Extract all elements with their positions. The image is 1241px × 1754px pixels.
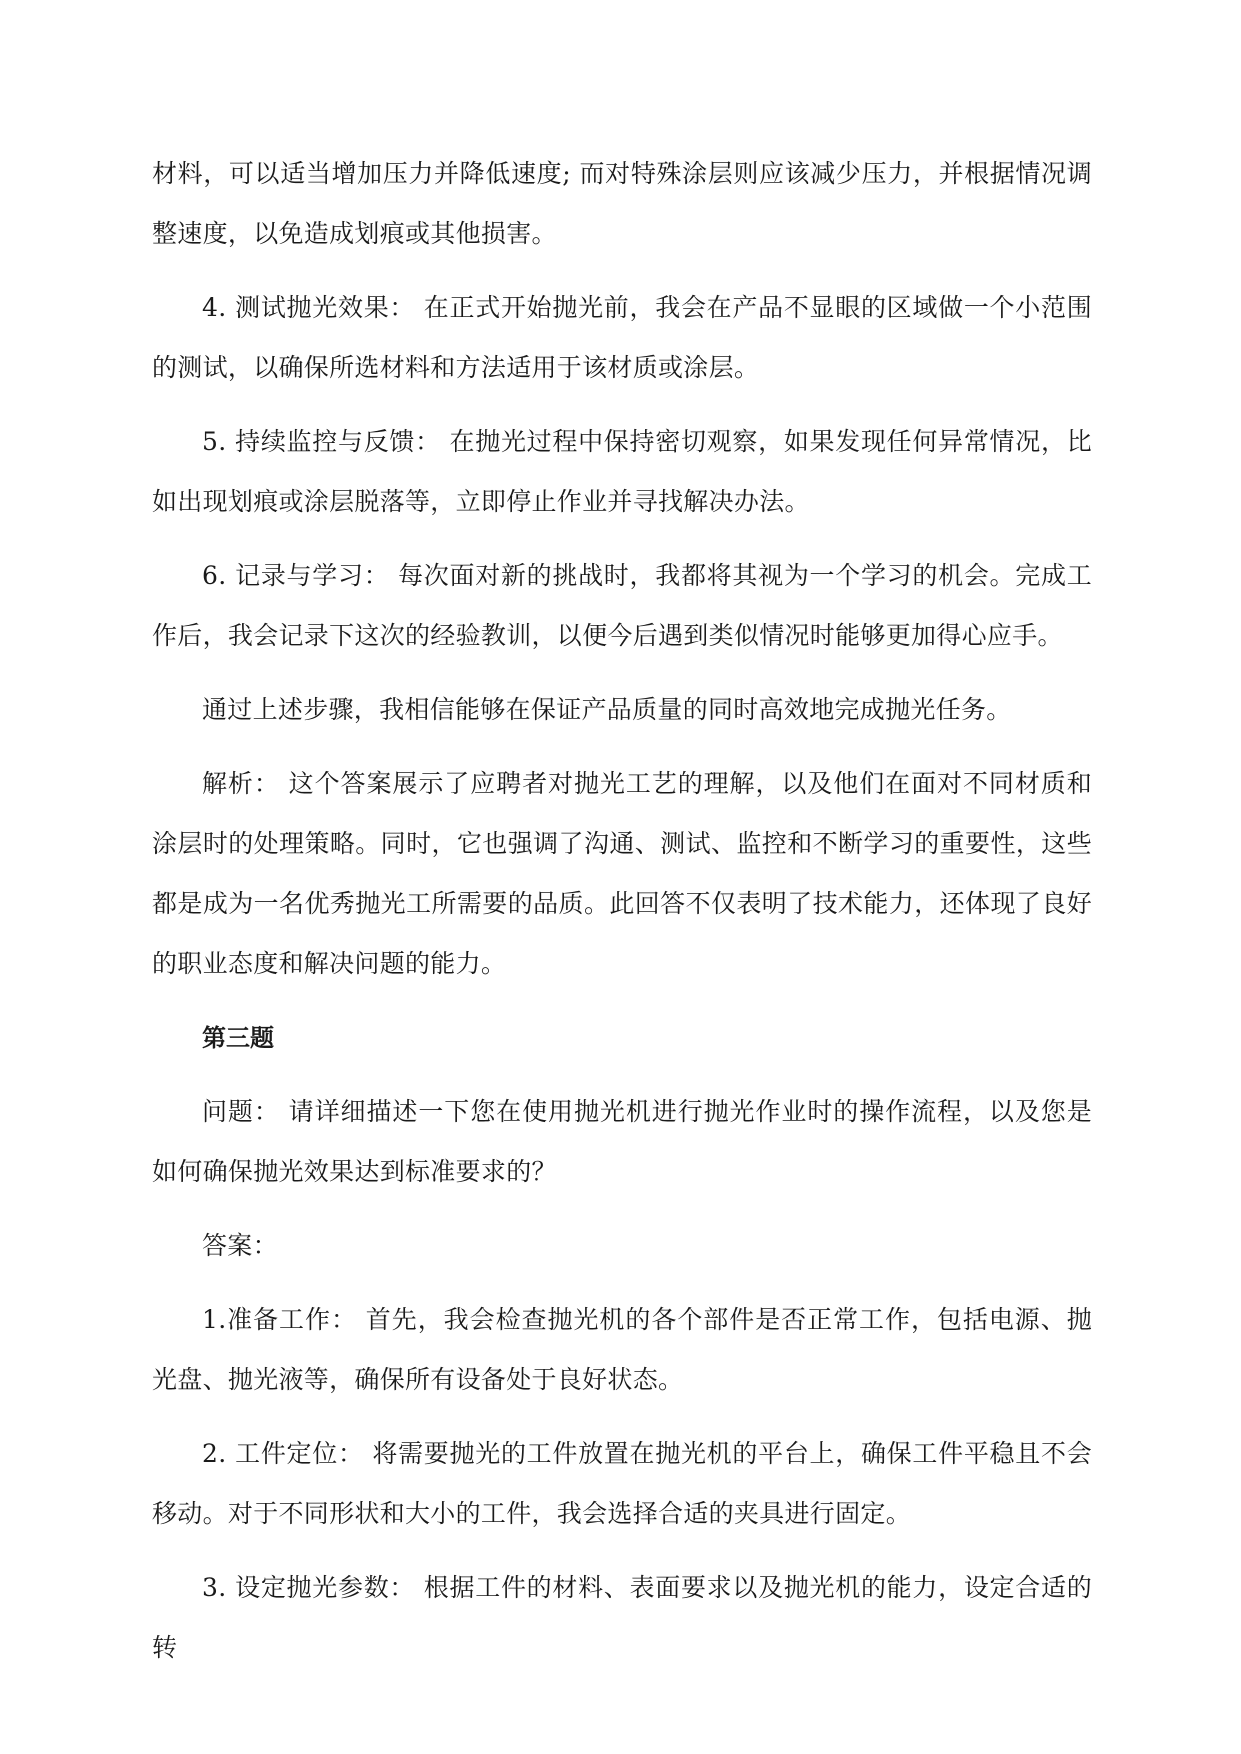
- section-heading: 第三题: [202, 1024, 274, 1052]
- answer-step-1: 1.准备工作： 首先，我会检查抛光机的各个部件是否正常工作，包括电源、抛光盘、抛光液等，确保所有设备处于良好状态。: [152, 1305, 1092, 1394]
- paragraph-analysis: 解析： 这个答案展示了应聘者对抛光工艺的理解，以及他们在面对不同材质和涂层时的处理策略。同时，它也强调了沟通、测试、监控和不断学习的重要性，这些都是成为一名优秀抛光工所需要的品质。此回答不仅表明了技术能力，还体现了良好的职业态度和解决问题的能力。: [152, 769, 1092, 978]
- document-body: [152, 144, 1092, 1678]
- question-paragraph: 问题： 请详细描述一下您在使用抛光机进行抛光作业时的操作流程，以及您是如何确保抛光效果达到标准要求的？: [152, 1097, 1092, 1186]
- paragraph-summary: 通过上述步骤，我相信能够在保证产品质量的同时高效地完成抛光任务。: [202, 695, 1012, 724]
- paragraph-continuation: 材料，可以适当增加压力并降低速度; 而对特殊涂层则应该减少压力，并根据情况调整速度，以免造成划痕或其他损害。: [152, 159, 1092, 248]
- paragraph-step-4: 4. 测试抛光效果： 在正式开始抛光前，我会在产品不显眼的区域做一个小范围的测试，以确保所选材料和方法适用于该材质或涂层。: [152, 293, 1092, 382]
- answer-step-3: 3. 设定抛光参数： 根据工件的材料、表面要求以及抛光机的能力，设定合适的转: [152, 1573, 1092, 1662]
- answer-step-2: 2. 工件定位： 将需要抛光的工件放置在抛光机的平台上，确保工件平稳且不会移动。对于不同形状和大小的工件，我会选择合适的夹具进行固定。: [152, 1439, 1092, 1528]
- paragraph-step-6: 6. 记录与学习： 每次面对新的挑战时，我都将其视为一个学习的机会。完成工作后，我会记录下这次的经验教训，以便今后遇到类似情况时能够更加得心应手。: [152, 561, 1092, 650]
- paragraph-step-5: 5. 持续监控与反馈： 在抛光过程中保持密切观察，如果发现任何异常情况，比如出现划痕或涂层脱落等，立即停止作业并寻找解决办法。: [152, 427, 1092, 516]
- answer-label: 答案：: [202, 1231, 278, 1260]
